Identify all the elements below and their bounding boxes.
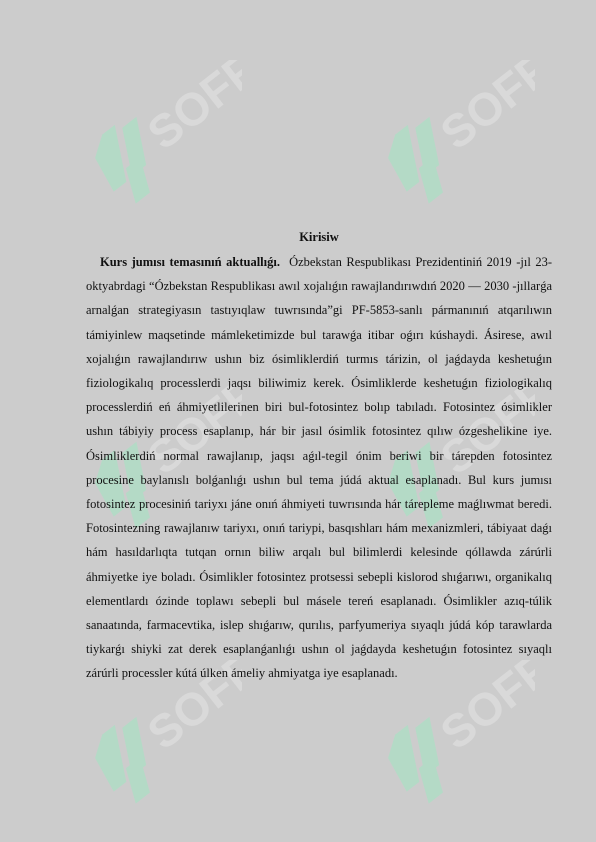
page-title: Kirisiw bbox=[299, 230, 339, 244]
watermark-logo bbox=[72, 60, 242, 210]
paragraph-lead: Kurs jumısı temasınıń aktuallıǵı. bbox=[100, 255, 280, 269]
paragraph bbox=[86, 250, 552, 686]
watermark-logo bbox=[365, 60, 535, 210]
document-body bbox=[86, 226, 552, 686]
paragraph-text: Ózbekstan Respublikası Prezidentiniń 2019 -jıl 23-oktyabrdagi “Ózbekstan Respublikası awıl xojalıǵın rawajlandırıwdıń 2020 — 2030 -jıllarǵa arnalǵan strategiyasın tastıyıqlaw tuwrısında”gi PF-5853-sanlı pármanınıń atqarılıwın támiyinlew maqsetinde mámleketimizde bul tarawǵa itibar oǵırı kúshaydi. Ásirese, awıl xojalıǵın rawajlandırıw ushın biz ósimliklerdiń turmıs tárizin, ol jaǵdayda keshetuǵın fiziologikalıq processlerdi jaqsı biliwimiz kerek. Ósimliklerde keshetuǵın fiziologikalıq processlerdiń eń áhmiyetlilerinen biri bul-fotosintez bolıp tabıladı. Fotosintez ósimlikler ushın tábiyiy process esaplanıp, hár bir jasıl ósimlik fotosintez qılıw ózgeshelikine iye. Ósimliklerdiń normal rawajlanıp, jaqsı aǵıl-tegil ónim beriwi bir tárepden fotosintez procesine baylanıslı bolǵanlıǵı ushın bul tema júdá aktual esaplanadı. Bul kurs jumısı fotosintez procesiniń tariyxı jáne onıń áhmiyeti tuwrısında hár tárepleme maǵlıwmat beredi. Fotosintezning rawajlanıw tariyxı, onıń tariypi, basqıshları hám mexanizmleri, tábiyaat daǵı hám hasıldarlıqta tutqan ornın biliw arqalı bul bilimlerdi kelesinde qóllawda zárúrli áhmiyetke iye boladı. Ósimlikler fotosintez protsessi sebepli kislorod shıǵarıwı, organikalıq elementlardı ózinde toplawı sebepli bul másele tereń esaplanadı. Ósimlikler azıq-túlik sanaatında, farmacevtika, islep shıǵarıw, qurılıs, parfyumeriya sıyaqlı júdá kóp tarawlarda tiykarǵı shiyki zat derek esaplanǵanlıǵı ushın ol jaǵdayda keshetuǵın fotosintez sıyaqlı zárúrli processler kútá úlken ámeliy ahmiyatga iye esaplanadı. bbox=[86, 255, 553, 681]
